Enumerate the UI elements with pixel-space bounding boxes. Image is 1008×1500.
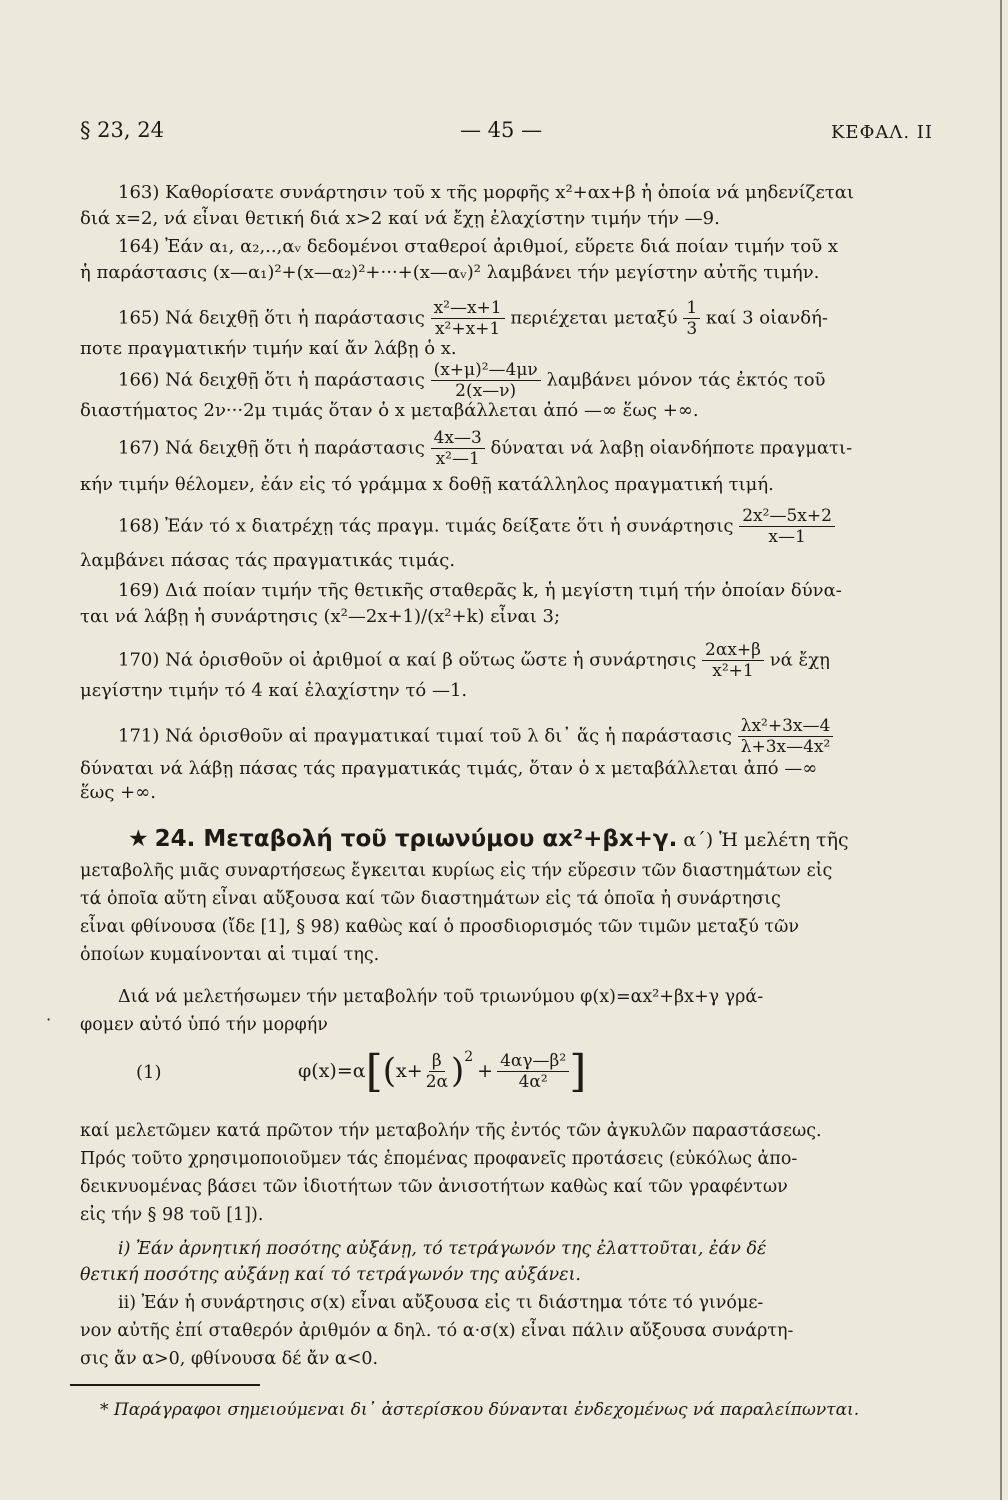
problem-171-line-3: ἕως +∞.	[80, 782, 156, 803]
problem-171-line-1	[118, 716, 833, 757]
problem-168-text-a: 168) Ἐάν τό x διατρέχῃ τάς πραγμ. τιμάς δείξατε ὅτι ἡ συνάρτησις	[118, 515, 734, 537]
footnote-rule	[70, 1384, 260, 1386]
fraction-denominator: λ+3x—4x²	[740, 737, 831, 757]
right-bracket: ]	[569, 1045, 587, 1097]
problem-166-text-a: 166) Νά δειχθῇ ὅτι ἡ παράστασις	[118, 369, 425, 391]
fraction-numerator: 1	[683, 298, 700, 319]
problem-170-fraction	[702, 640, 764, 681]
proposition-i-line-2: θετική ποσότης αὐξάνῃ καί τό τετράγωνόν της αὐξάνει.	[80, 1265, 581, 1285]
section-24-heading-line	[128, 826, 849, 853]
section-reference: § 23, 24	[80, 118, 164, 142]
problem-166-text-b: λαμβάνει μόνον τάς ἐκτός τοῦ	[546, 369, 826, 391]
section-24-para3-line-2: Πρός τοῦτο χρησιμοποιοῦμεν τάς ἑπομένας προφανεῖς προτάσεις (εὐκόλως ἀπο-	[80, 1149, 798, 1169]
problem-166-line-1	[118, 360, 825, 401]
fraction-denominator: 2α	[425, 1071, 448, 1092]
problem-167-text-a: 167) Νά δειχθῇ ὅτι ἡ παράστασις	[118, 437, 425, 459]
proposition-i-line-1: i) Ἐάν ἀρνητική ποσότης αὐξάνῃ, τό τετράγωνόν της ἐλαττοῦται, ἐάν δέ	[118, 1239, 767, 1259]
problem-164-line-1: 164) Ἐάν α₁, α₂,..,αᵥ δεδομένοι σταθεροί ἀριθμοί, εὕρετε διά ποίαν τιμήν τοῦ x	[118, 236, 839, 257]
problem-171-line-2: δύναται νά λάβῃ πάσας τάς πραγματικάς τιμάς, ὅταν ὁ x μεταβάλλεται ἀπό —∞	[80, 758, 818, 779]
problem-171-fraction	[738, 716, 834, 757]
problem-168-fraction	[739, 506, 835, 547]
problem-171-text-a: 171) Νά ὁρισθοῦν αἱ πραγματικαί τιμαί τοῦ λ δι᾽ ἅς ἡ παράστασις	[118, 725, 732, 747]
problem-170-line-2: μεγίστην τιμήν τό 4 καί ἐλαχίστην τό —1.	[80, 680, 468, 701]
section-24-para3-line-1: καί μελετῶμεν κατά πρῶτον τήν μεταβολήν τῆς ἐντός τῶν ἀγκυλῶν παραστάσεως.	[80, 1121, 822, 1141]
fraction-numerator: 4x—3	[431, 428, 485, 449]
fraction-numerator: 2x²—5x+2	[739, 506, 835, 527]
fraction-numerator: λx²+3x—4	[738, 716, 834, 737]
proposition-ii-line-1: ii) Ἐάν ἡ συνάρτησις σ(x) εἶναι αὔξουσα εἰς τι διάστημα τότε τό γινόμε-	[118, 1293, 764, 1313]
section-24-intro-label: α΄) Ἡ μελέτη τῆς	[683, 829, 849, 851]
problem-170-text-b: νά ἔχῃ	[769, 649, 830, 671]
square-exponent: 2	[464, 1049, 474, 1065]
page-header	[80, 118, 933, 148]
problem-165-line-1	[118, 298, 828, 339]
problem-168-line-1	[118, 506, 835, 547]
problem-165-text-b: περιέχεται μεταξύ	[510, 307, 678, 329]
problem-170-text-a: 170) Νά ὁρισθοῦν οἱ ἀριθμοί α καί β οὕτως ὥστε ἡ συνάρτησις	[118, 649, 697, 671]
fraction-denominator: 3	[686, 319, 698, 339]
footnote: * Παράγραφοι σημειούμεναι δι᾽ ἀστερίσκου δύνανται ἐνδεχομένως νά παραλείπωνται.	[100, 1400, 860, 1420]
proposition-ii-line-2: νον αὐτῆς ἐπί σταθερόν ἀριθμόν α δηλ. τό α·σ(x) εἶναι πάλιν αὔξουσα συνάρτη-	[80, 1321, 794, 1341]
fraction-numerator: x²—x+1	[431, 298, 505, 319]
fraction-denominator: x²—1	[435, 449, 480, 469]
left-bracket: [	[365, 1045, 383, 1097]
problem-165-fraction	[431, 298, 505, 339]
problem-169-line-2: ται νά λάβῃ ἡ συνάρτησις (x²—2x+1)/(x²+k) εἶναι 3;	[80, 606, 561, 627]
equation-lhs: φ(x)=α	[298, 1060, 366, 1082]
section-24-line-5: ὁποίων κυμαίνονται αἱ τιμαί της.	[80, 945, 380, 965]
section-24-title: 24. Μεταβολή τοῦ τριωνύμου αx²+βx+γ.	[154, 826, 678, 852]
problem-167-text-b: δύναται νά λαβῃ οἱανδήποτε πραγματι-	[490, 437, 853, 459]
proposition-ii-line-3: σις ἄν α>0, φθίνουσα δέ ἄν α<0.	[80, 1349, 379, 1369]
page-edge-line	[1000, 0, 1002, 1500]
problem-167-fraction	[431, 428, 485, 469]
equation-1-label: (1)	[136, 1062, 162, 1083]
equation-x-term: x+	[396, 1060, 423, 1082]
section-24-para3-line-4: εἰς τήν § 98 τοῦ [1]).	[80, 1205, 264, 1225]
right-paren: )	[450, 1051, 465, 1091]
problem-164-line-2: ἡ παράστασις (x—α₁)²+(x—α₂)²+···+(x—αᵥ)² λαμβάνει τήν μεγίστην αὐτῆς τιμήν.	[80, 262, 820, 283]
fraction-numerator: 4αγ—β²	[497, 1051, 569, 1072]
problem-168-line-2: λαμβάνει πάσας τάς πραγματικάς τιμάς.	[80, 550, 456, 571]
problem-170-line-1	[118, 640, 830, 681]
section-24-line-2: μεταβολῆς μιᾶς συναρτήσεως ἔγκειται κυρίως εἰς τήν εὕρεσιν τῶν διαστημάτων εἰς	[80, 861, 833, 881]
equation-fraction-2	[497, 1051, 569, 1092]
section-24-para3-line-3: δεικνυομένας βάσει τῶν ἰδιοτήτων τῶν ἀνισοτήτων καθὼς καί τῶν γραφέντων	[80, 1177, 788, 1197]
problem-163-line-2: διά x=2, νά εἶναι θετική διά x>2 καί νά ἔχῃ ἐλαχίστην τιμήν τήν —9.	[80, 208, 720, 229]
fraction-denominator: x²+1	[712, 661, 754, 681]
problem-165-text-c: καί 3 οἱανδή-	[705, 307, 828, 329]
section-24-para2-line-1: Διά νά μελετήσωμεν τήν μεταβολήν τοῦ τριωνύμου φ(x)=αx²+βx+γ γρά-	[118, 987, 764, 1007]
fraction-denominator: 2(x—ν)	[455, 381, 517, 401]
fraction-denominator: x²+x+1	[434, 319, 501, 339]
problem-167-line-2: κήν τιμήν θέλομεν, ἐάν εἰς τό γράμμα x δοθῇ κατάλληλος πραγματική τιμή.	[80, 474, 774, 495]
section-24-line-4: εἶναι φθίνουσα (ἴδε [1], § 98) καθὼς καί ὁ προσδιορισμός τῶν τιμῶν μεταξύ τῶν	[80, 917, 800, 937]
section-24-para2-line-2: φομεν αὐτό ὑπό τήν μορφήν	[80, 1015, 328, 1035]
fraction-numerator: (x+μ)²—4μν	[431, 360, 541, 381]
problem-165-text-a: 165) Νά δειχθῇ ὅτι ἡ παράστασις	[118, 307, 425, 329]
equation-1	[298, 1036, 586, 1106]
problem-166-line-2: διαστήματος 2ν···2μ τιμάς ὅταν ὁ x μεταβάλλεται ἀπό —∞ ἕως +∞.	[80, 400, 699, 421]
problem-165-small-fraction	[683, 298, 700, 339]
chapter-label: ΚΕΦΑΛ. II	[830, 122, 933, 143]
fraction-denominator: x—1	[768, 527, 806, 547]
left-paren: (	[382, 1051, 397, 1091]
section-24-line-3: τά ὁποῖα αὕτη εἶναι αὔξουσα καί τῶν διαστημάτων εἰς τά ὁποῖα ἡ συνάρτησις	[80, 889, 781, 909]
page-number: — 45 —	[460, 118, 543, 142]
problem-165-line-2: ποτε πραγματικήν τιμήν καί ἄν λάβῃ ὁ x.	[80, 338, 457, 359]
fraction-numerator: 2αx+β	[702, 640, 764, 661]
problem-166-fraction	[431, 360, 541, 401]
problem-169-line-1: 169) Διά ποίαν τιμήν τῆς θετικῆς σταθερᾶς k, ἡ μεγίστη τιμή τήν ὁποίαν δύνα-	[118, 580, 842, 601]
fraction-numerator: β	[429, 1051, 445, 1072]
equation-fraction-1	[423, 1051, 451, 1092]
margin-mark: ·	[46, 1010, 52, 1029]
problem-163-line-1: 163) Καθορίσατε συνάρτησιν τοῦ x τῆς μορφῆς x²+αx+β ἡ ὁποία νά μηδενίζεται	[118, 182, 854, 203]
equation-plus: +	[477, 1060, 494, 1082]
star-icon: ★	[128, 826, 149, 852]
problem-167-line-1	[118, 428, 852, 469]
fraction-denominator: 4α²	[518, 1071, 548, 1092]
